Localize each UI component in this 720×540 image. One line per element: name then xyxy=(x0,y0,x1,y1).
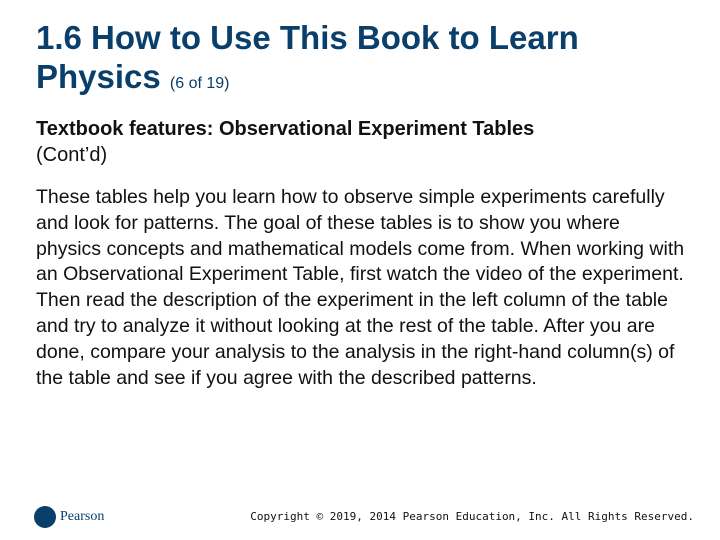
pearson-logo-text: Pearson xyxy=(60,509,105,524)
subtitle-heading: Textbook features: Observational Experiment Tables xyxy=(36,118,535,140)
slide-counter: (6 of 19) xyxy=(169,75,230,92)
slide-title-main: 1.6 How to Use This Book to Learn Physics xyxy=(36,19,579,95)
subtitle-continuation: (Cont’d) xyxy=(36,144,108,166)
slide-subtitle xyxy=(36,116,686,168)
pearson-logo xyxy=(34,504,104,530)
body-paragraph: These tables help you learn how to observe simple experiments carefully and look for patterns. The goal of these tables is to show you where physics concepts and mathematical models come from. When working with an Observational Experiment Table, first watch the video of the experiment. Then read the description of the experiment in the left column of the table and try to analyze it without looking at the rest of the table. After you are done, compare your analysis to the analysis in the right-hand column(s) of the table and see if you agree with the described patterns. xyxy=(36,186,685,389)
slide-title xyxy=(36,18,686,103)
copyright-notice: Copyright © 2019, 2014 Pearson Education, Inc. All Rights Reserved. xyxy=(250,510,694,523)
pearson-logo-icon xyxy=(34,506,56,528)
